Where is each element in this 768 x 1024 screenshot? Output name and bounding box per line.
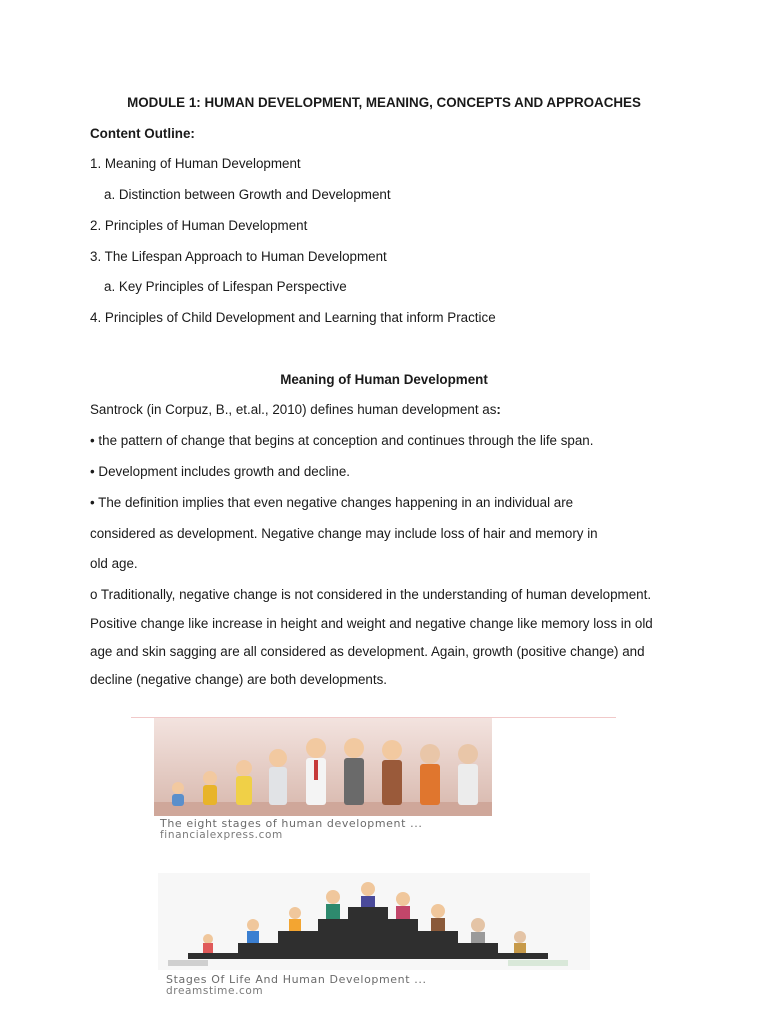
outline-item: 4. Principles of Child Development and Learning that inform Practice xyxy=(90,310,496,325)
bullet-line: • Development includes growth and decline. xyxy=(90,464,351,479)
intro-line xyxy=(90,401,501,419)
outline-subitem: a. Key Principles of Lifespan Perspective xyxy=(104,279,347,294)
stages-illustration-image xyxy=(154,718,492,816)
figure-source: financialexpress.com xyxy=(160,829,283,841)
figure-caption: Stages Of Life And Human Development ... xyxy=(166,973,427,986)
intro-text: Santrock (in Corpuz, B., et.al., 2010) defines human development as xyxy=(90,402,497,417)
figure-caption: The eight stages of human development ... xyxy=(160,817,423,830)
body-line: age and skin sagging are all considered as development. Again, growth (positive change) and xyxy=(90,644,645,659)
outline-subitem: a. Distinction between Growth and Development xyxy=(104,187,391,202)
module-title: MODULE 1: HUMAN DEVELOPMENT, MEANING, CONCEPTS AND APPROACHES xyxy=(127,95,641,110)
body-line: Positive change like increase in height and weight and negative change like memory loss in old xyxy=(90,616,653,631)
bullet-line: • the pattern of change that begins at conception and continues through the life span. xyxy=(90,433,594,448)
body-line: o Traditionally, negative change is not considered in the understanding of human development. xyxy=(90,587,652,602)
body-line: old age. xyxy=(90,556,138,571)
outline-item: 1. Meaning of Human Development xyxy=(90,156,301,171)
outline-item: 3. The Lifespan Approach to Human Development xyxy=(90,249,387,264)
outline-item: 2. Principles of Human Development xyxy=(90,218,308,233)
outline-heading: Content Outline: xyxy=(90,126,195,141)
body-line: decline (negative change) are both developments. xyxy=(90,672,388,687)
section-heading: Meaning of Human Development xyxy=(280,372,488,387)
life-stages-stairs-image xyxy=(158,873,590,970)
intro-colon: : xyxy=(496,402,501,417)
bullet-line: • The definition implies that even negative changes happening in an individual are xyxy=(90,495,574,510)
figure-source: dreamstime.com xyxy=(166,985,264,997)
body-line: considered as development. Negative change may include loss of hair and memory in xyxy=(90,526,598,541)
